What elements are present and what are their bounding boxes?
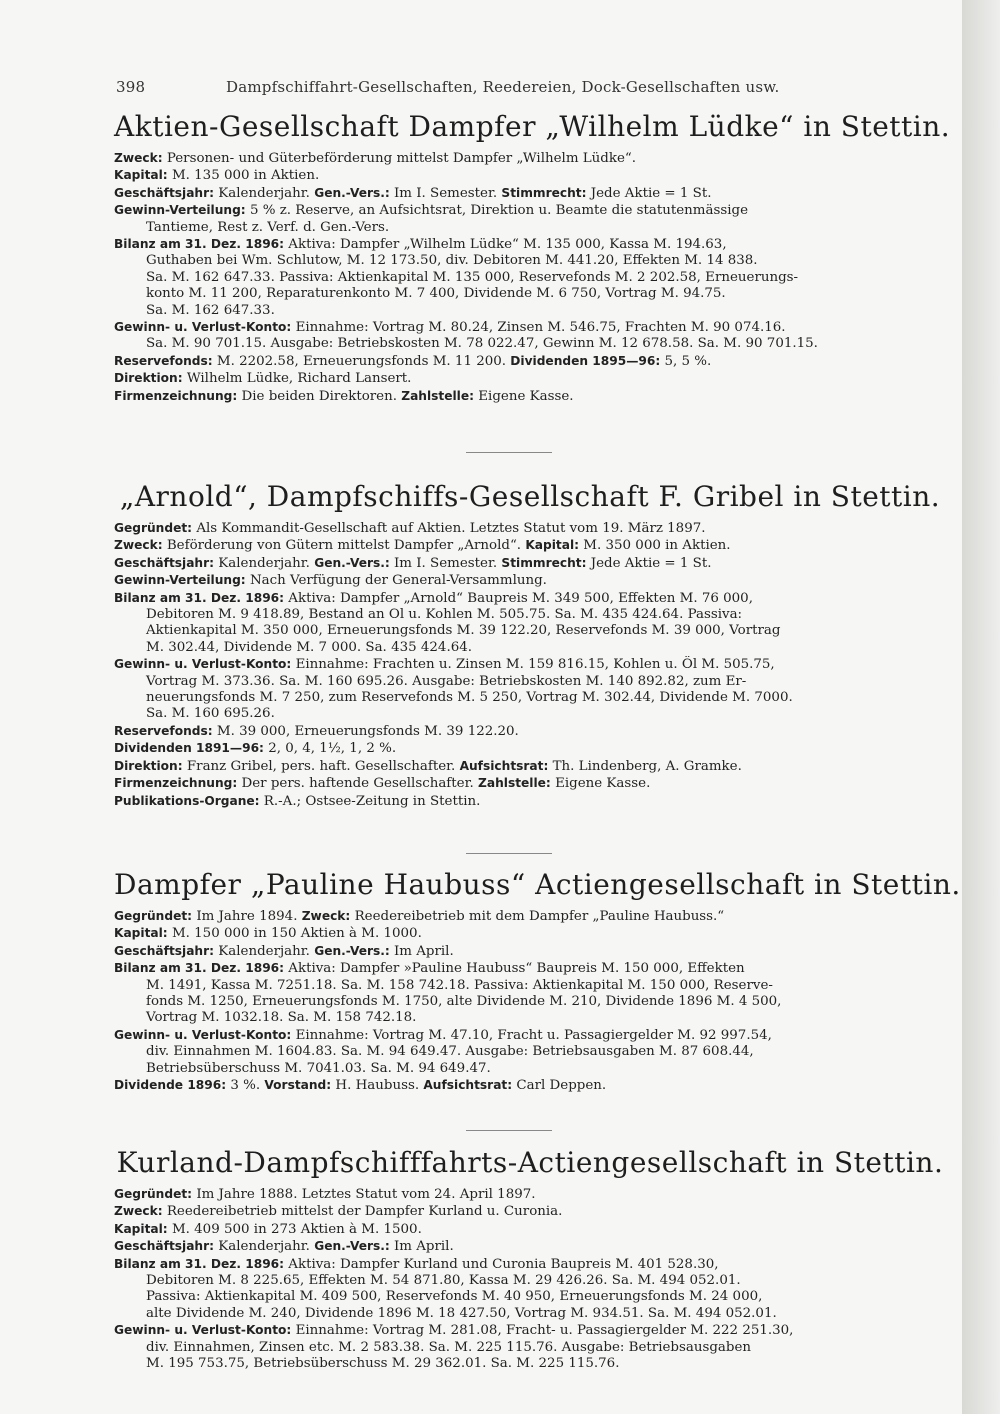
entry-line — [114, 1203, 946, 1220]
field-label: Kapital: — [525, 538, 579, 553]
field-label: Zweck: — [114, 1204, 163, 1219]
entry-line — [114, 336, 946, 352]
field-value: neuerungsfonds M. 7 250, zum Reservefonds M. 5 250, Vortrag M. 302.44, Dividende M. 7000. — [146, 690, 793, 706]
field-value: Jede Aktie = 1 St. — [590, 185, 712, 201]
field-value: Eigene Kasse. — [555, 776, 651, 792]
field-value: Beförderung von Gütern mittelst Dampfer „Arnold“. — [166, 538, 522, 554]
entry-line — [114, 1077, 946, 1094]
field-value: Einnahme: Vortrag M. 281.08, Fracht- u. Passagiergelder M. 222 251.30, — [295, 1323, 794, 1339]
field-value: Im Jahre 1894. — [196, 909, 298, 924]
entry-line — [114, 775, 946, 792]
company-title: Aktien-Gesellschaft Dampfer „Wilhelm Lüdke“ in Stettin. — [114, 110, 951, 143]
company-title: Dampfer „Pauline Haubuss“ Actiengesellschaft in Stettin. — [114, 868, 961, 901]
section-divider — [466, 1130, 552, 1131]
field-value: div. Einnahmen, Zinsen etc. M. 2 583.38. Sa. M. 225 115.76. Ausgabe: Betriebsausgaben — [146, 1339, 752, 1355]
field-value: Kalenderjahr. — [218, 943, 310, 959]
entry-line — [114, 590, 946, 607]
field-value: Reedereibetrieb mittelst der Dampfer Kurland u. Curonia. — [166, 1204, 563, 1220]
section-divider — [466, 853, 552, 854]
field-label: Gegründet: — [114, 909, 193, 923]
entry-line — [114, 303, 946, 319]
field-value: Vortrag M. 1032.18. Sa. M. 158 742.18. — [146, 1010, 417, 1026]
field-label: Bilanz am 31. Dez. 1896: — [114, 237, 285, 252]
company-entry-kurland — [114, 1146, 946, 1372]
section-divider — [466, 452, 552, 453]
field-label: Firmenzeichnung: — [114, 388, 238, 403]
field-value: Im April. — [394, 943, 454, 959]
entry-line — [114, 1322, 946, 1339]
field-label: Dividenden 1891—96: — [114, 741, 264, 756]
entry-line — [114, 1221, 946, 1238]
field-value: Debitoren M. 9 418.89, Bestand an Öl u. Kohlen M. 505.75. Sa. M. 435 424.64. Passiva: — [146, 607, 743, 623]
field-label: Geschäftsjahr: — [114, 1239, 214, 1254]
field-label: Geschäftsjahr: — [114, 185, 214, 200]
entry-line — [114, 319, 946, 336]
entry-line — [114, 572, 946, 589]
field-label: Zweck: — [301, 909, 351, 923]
entry-line — [114, 758, 946, 775]
running-head-title: Dampfschiffahrt-Gesellschaften, Reedereien, Dock-Gesellschaften usw. — [226, 78, 780, 96]
field-value: Tantieme, Rest z. Verf. d. Gen.-Vers. — [146, 219, 390, 235]
entry-line — [114, 185, 946, 202]
field-value: Kalenderjahr. — [218, 555, 310, 571]
entry-line — [114, 1061, 946, 1077]
field-value: M. 135 000 in Aktien. — [171, 168, 320, 184]
field-value: Die beiden Direktoren. — [241, 388, 397, 404]
entry-line — [114, 1289, 946, 1305]
field-value: Kalenderjahr. — [218, 1239, 310, 1255]
field-value: Th. Lindenberg, A. Gramke. — [552, 758, 742, 774]
field-value: Guthaben bei Wm. Schlutow, M. 12 173.50, div. Debitoren M. 441.20, Effekten M. 14 838. — [146, 253, 758, 269]
entry-line — [114, 656, 946, 673]
field-label: Aufsichtsrat: — [423, 1078, 513, 1093]
entry-line — [114, 1027, 946, 1044]
field-label: Publikations-Organe: — [114, 793, 260, 808]
field-value: Vortrag M. 373.36. Sa. M. 160 695.26. Ausgabe: Betriebskosten M. 140 892.82, zum Er- — [146, 673, 747, 689]
field-value: Carl Deppen. — [516, 1078, 607, 1094]
field-value: Personen- und Güterbeförderung mittelst Dampfer „Wilhelm Lüdke“. — [166, 151, 637, 166]
field-label: Zweck: — [114, 538, 163, 553]
field-value: 5 % z. Reserve, an Aufsichtsrat, Direktion u. Beamte die statutenmässige — [249, 203, 749, 219]
field-label: Gewinn- u. Verlust-Konto: — [114, 657, 292, 672]
entry-line — [114, 640, 946, 656]
field-label: Gen.-Vers.: — [314, 943, 390, 958]
entry-line — [114, 908, 946, 925]
company-title: „Arnold“, Dampfschiffs-Gesellschaft F. Gribel in Stettin. — [119, 480, 941, 513]
entry-line — [114, 150, 946, 167]
field-value: M. 1491, Kassa M. 7251.18. Sa. M. 158 742.18. Passiva: Aktienkapital M. 150 000, Reserve- — [146, 977, 773, 993]
entry-line — [114, 520, 946, 537]
field-value: Kalenderjahr. — [218, 185, 310, 201]
field-value: M. 195 753.75, Betriebsüberschuss M. 29 362.01. Sa. M. 225 115.76. — [146, 1356, 620, 1372]
company-entry-arnold — [114, 480, 946, 810]
company-entry-pauline-haubuss — [114, 868, 961, 1094]
entry-line — [114, 1186, 946, 1203]
entry-line — [114, 1044, 946, 1060]
field-value: Reedereibetrieb mit dem Dampfer „Pauline Haubuss.“ — [354, 909, 725, 924]
field-value: Jede Aktie = 1 St. — [590, 555, 712, 571]
field-label: Vorstand: — [264, 1078, 332, 1093]
page-edge-shadow — [962, 0, 1000, 1414]
entry-line — [114, 1306, 946, 1322]
field-label: Geschäftsjahr: — [114, 943, 214, 958]
field-label: Gewinn-Verteilung: — [114, 203, 246, 218]
running-head — [116, 78, 946, 96]
entry-line — [114, 167, 946, 184]
field-value: 5, 5 %. — [664, 353, 712, 369]
field-value: Aktiva: Dampfer „Arnold“ Baupreis M. 349 500, Effekten M. 76 000, — [288, 590, 753, 606]
field-label: Gewinn- u. Verlust-Konto: — [114, 1027, 292, 1042]
field-value: M. 409 500 in 273 Aktien à M. 1500. — [171, 1221, 422, 1237]
entry-line — [114, 1356, 946, 1372]
field-label: Reservefonds: — [114, 723, 213, 738]
entry-line — [114, 706, 946, 722]
page-number: 398 — [116, 78, 146, 96]
entry-line — [114, 1273, 946, 1289]
entry-line — [114, 353, 946, 370]
field-value: Einnahme: Vortrag M. 80.24, Zinsen M. 546.75, Frachten M. 90 074.16. — [295, 320, 786, 336]
field-label: Gewinn- u. Verlust-Konto: — [114, 320, 292, 335]
field-value: 3 %. — [230, 1078, 261, 1094]
field-label: Zahlstelle: — [478, 776, 551, 791]
entry-line — [114, 253, 946, 269]
field-label: Bilanz am 31. Dez. 1896: — [114, 1256, 285, 1271]
field-label: Gen.-Vers.: — [314, 1239, 390, 1254]
field-label: Zahlstelle: — [401, 388, 474, 403]
entry-line — [114, 690, 946, 706]
entry-line — [114, 723, 946, 740]
entry-line — [114, 978, 946, 994]
field-value: Im I. Semester. — [394, 555, 498, 571]
entry-line — [114, 270, 946, 286]
field-value: Als Kommandit-Gesellschaft auf Aktien. Letztes Statut vom 19. März 1897. — [196, 521, 706, 536]
field-label: Zweck: — [114, 151, 163, 165]
entry-line — [114, 286, 946, 302]
field-value: M. 39 000, Erneuerungsfonds M. 39 122.20. — [216, 723, 519, 739]
field-label: Gegründet: — [114, 521, 193, 535]
field-label: Bilanz am 31. Dez. 1896: — [114, 961, 285, 976]
field-value: M. 150 000 in 150 Aktien à M. 1000. — [171, 926, 422, 942]
field-value: Aktiva: Dampfer „Wilhelm Lüdke“ M. 135 000, Kassa M. 194.63, — [288, 237, 727, 253]
field-label: Firmenzeichnung: — [114, 776, 238, 791]
field-value: Sa. M. 90 701.15. Ausgabe: Betriebskosten M. 78 022.47, Gewinn M. 12 678.58. Sa. M. 90 701.15. — [146, 336, 818, 352]
field-label: Gen.-Vers.: — [314, 555, 390, 570]
field-value: M. 302.44, Dividende M. 7 000. Sa. 435 424.64. — [146, 639, 472, 655]
field-value: 2, 0, 4, 1½, 1, 2 %. — [268, 741, 397, 757]
field-label: Reservefonds: — [114, 353, 213, 368]
field-value: M. 2202.58, Erneuerungsfonds M. 11 200. — [216, 353, 507, 369]
entry-line — [114, 220, 946, 236]
entry-line — [114, 1256, 946, 1273]
entry-line — [114, 674, 946, 690]
entry-line — [114, 1340, 946, 1356]
company-entry-wilhelm-luedke — [114, 110, 951, 405]
field-value: Aktienkapital M. 350 000, Erneuerungsfonds M. 39 122.20, Reservefonds M. 39 000, Vortrag — [146, 623, 781, 639]
field-label: Gewinn-Verteilung: — [114, 573, 246, 588]
field-value: Im I. Semester. — [394, 185, 498, 201]
entry-line — [114, 623, 946, 639]
field-value: Im April. — [394, 1239, 454, 1255]
field-label: Stimmrecht: — [501, 185, 587, 200]
entry-line — [114, 555, 946, 572]
field-value: Aktiva: Dampfer »Pauline Haubuss“ Baupreis M. 150 000, Effekten — [288, 961, 745, 977]
field-value: Debitoren M. 8 225.65, Effekten M. 54 871.80, Kassa M. 29 426.26. Sa. M. 494 052.01. — [146, 1273, 741, 1289]
field-value: Franz Gribel, pers. haft. Gesellschafter. — [186, 758, 456, 774]
field-value: Eigene Kasse. — [478, 388, 574, 404]
entry-line — [114, 607, 946, 623]
field-value: Nach Verfügung der General-Versammlung. — [249, 573, 547, 589]
entry-line — [114, 202, 946, 219]
field-label: Direktion: — [114, 758, 183, 773]
field-value: Der pers. haftende Gesellschafter. — [241, 776, 474, 792]
entry-line — [114, 793, 946, 810]
field-value: Passiva: Aktienkapital M. 409 500, Reservefonds M. 40 950, Erneuerungsfonds M. 24 000, — [146, 1289, 763, 1305]
field-value: Wilhelm Lüdke, Richard Lansert. — [186, 371, 412, 387]
field-value: Im Jahre 1888. Letztes Statut vom 24. April 1897. — [196, 1187, 536, 1202]
entry-line — [114, 1238, 946, 1255]
field-label: Direktion: — [114, 371, 183, 386]
field-label: Gen.-Vers.: — [314, 185, 390, 200]
field-label: Gewinn- u. Verlust-Konto: — [114, 1323, 292, 1338]
field-label: Kapital: — [114, 168, 168, 183]
field-value: M. 350 000 in Aktien. — [583, 538, 731, 554]
field-value: Betriebsüberschuss M. 7041.03. Sa. M. 94 649.47. — [146, 1060, 491, 1076]
field-label: Aufsichtsrat: — [459, 758, 549, 773]
field-value: Sa. M. 160 695.26. — [146, 706, 275, 722]
field-value: fonds M. 1250, Erneuerungsfonds M. 1750, alte Dividende M. 210, Dividende 1896 M. 4 500, — [146, 994, 782, 1010]
entry-line — [114, 370, 946, 387]
field-label: Kapital: — [114, 1221, 168, 1236]
field-value: Aktiva: Dampfer Kurland und Curonia Baupreis M. 401 528.30, — [288, 1256, 719, 1272]
entry-line — [114, 960, 946, 977]
field-value: Sa. M. 162 647.33. Passiva: Aktienkapital M. 135 000, Reservefonds M. 2 202.58, Erneuerungs- — [146, 269, 799, 285]
field-value: div. Einnahmen M. 1604.83. Sa. M. 94 649.47. Ausgabe: Betriebsausgaben M. 87 608.44, — [146, 1044, 754, 1060]
field-value: alte Dividende M. 240, Dividende 1896 M. 18 427.50, Vortrag M. 934.51. Sa. M. 494 052.01. — [146, 1305, 777, 1321]
field-label: Dividende 1896: — [114, 1078, 227, 1093]
company-title: Kurland-Dampfschifffahrts-Actiengesellschaft in Stettin. — [116, 1146, 944, 1179]
entry-line — [114, 1010, 946, 1026]
field-value: H. Haubuss. — [335, 1078, 420, 1094]
field-label: Geschäftsjahr: — [114, 555, 214, 570]
entry-line — [114, 943, 946, 960]
field-label: Gegründet: — [114, 1187, 193, 1201]
field-value: Sa. M. 162 647.33. — [146, 302, 275, 318]
entry-line — [114, 388, 946, 405]
field-value: R.-A.; Ostsee-Zeitung in Stettin. — [263, 793, 481, 809]
entry-line — [114, 537, 946, 554]
field-value: konto M. 11 200, Reparaturenkonto M. 7 400, Dividende M. 6 750, Vortrag M. 94.75. — [146, 286, 726, 302]
field-label: Bilanz am 31. Dez. 1896: — [114, 590, 285, 605]
entry-line — [114, 740, 946, 757]
field-label: Dividenden 1895—96: — [510, 353, 661, 368]
entry-line — [114, 236, 946, 253]
field-label: Kapital: — [114, 926, 168, 941]
field-value: Einnahme: Frachten u. Zinsen M. 159 816.15, Kohlen u. Öl M. 505.75, — [295, 657, 775, 673]
field-label: Stimmrecht: — [501, 555, 587, 570]
entry-line — [114, 925, 946, 942]
field-value: Einnahme: Vortrag M. 47.10, Fracht u. Passagiergelder M. 92 997.54, — [295, 1027, 772, 1043]
entry-line — [114, 994, 946, 1010]
